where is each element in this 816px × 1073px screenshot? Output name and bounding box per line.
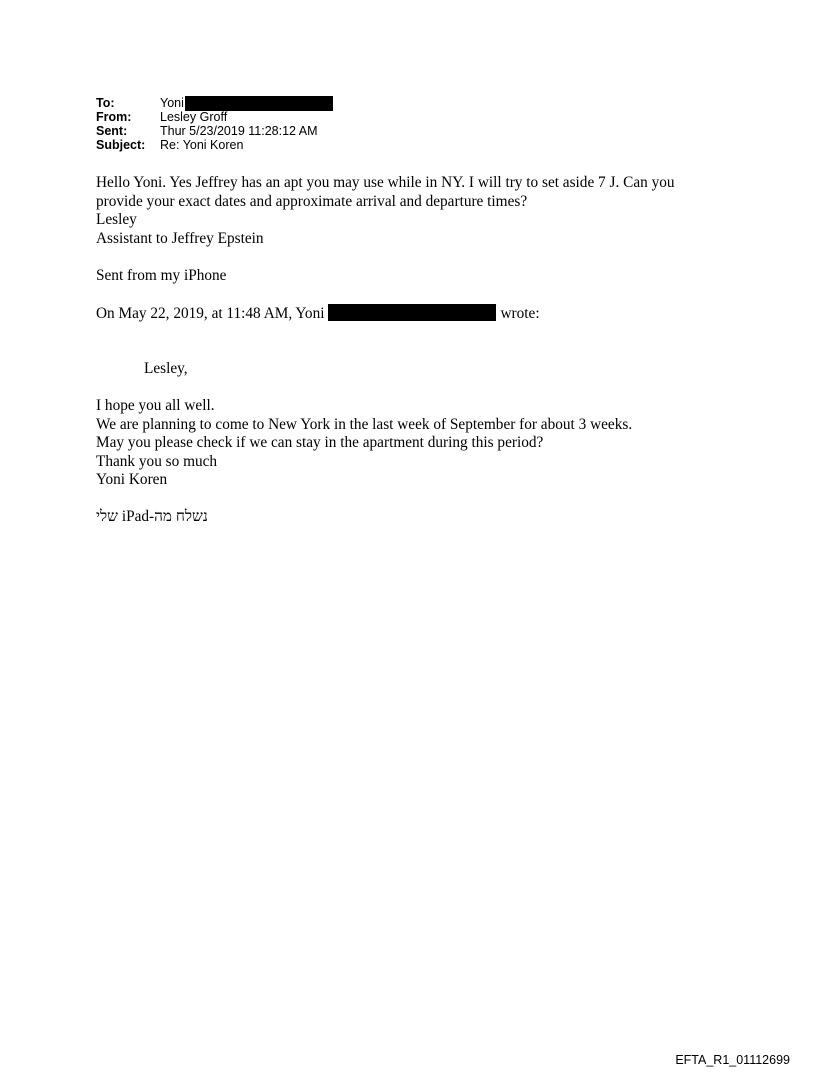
quote-intro-prefix: On May 22, 2019, at 11:48 AM, Yoni — [96, 304, 325, 322]
from-value: Lesley Groff — [160, 110, 228, 124]
document-id: EFTA_R1_01112699 — [675, 1053, 790, 1067]
quote-intro — [96, 304, 736, 324]
to-value — [160, 96, 333, 110]
quote-line: We are planning to come to New York in the last week of September for about 3 weeks. — [96, 415, 633, 433]
redaction-box — [328, 304, 496, 321]
quote-line: Yoni Koren — [96, 471, 168, 488]
signature-title: Assistant to Jeffrey Epstein — [96, 229, 264, 247]
to-name: Yoni — [160, 96, 184, 110]
sent-from-line: Sent from my iPhone — [96, 266, 227, 284]
email-body — [96, 174, 736, 527]
sent-value: Thur 5/23/2019 11:28:12 AM — [160, 124, 318, 138]
from-row — [96, 110, 333, 124]
redaction-box — [185, 96, 333, 111]
sent-row — [96, 124, 333, 138]
subject-value: Re: Yoni Koren — [160, 138, 244, 152]
to-label: To: — [96, 96, 115, 110]
quote-greeting: Lesley, — [144, 360, 188, 377]
quote-line: I hope you all well. — [96, 397, 215, 414]
quote-intro-suffix: wrote: — [500, 304, 540, 322]
quote-line: Thank you so much — [96, 452, 218, 470]
from-label: From: — [96, 110, 132, 124]
device-signature-text: נשלח מה-iPad שלי — [96, 508, 208, 525]
subject-label: Subject: — [96, 138, 146, 152]
reply-line: provide your exact dates and approximate arrival and departure times? — [96, 192, 528, 210]
quote-line: May you please check if we can stay in the apartment during this period? — [96, 434, 544, 451]
to-row — [96, 96, 333, 110]
signature-name: Lesley — [96, 211, 137, 228]
reply-line: Hello Yoni. Yes Jeffrey has an apt you may use while in NY. I will try to set aside 7 J. Can you — [96, 174, 675, 191]
email-header — [96, 96, 333, 152]
device-signature — [96, 508, 736, 527]
sent-label: Sent: — [96, 124, 128, 138]
subject-row — [96, 138, 333, 152]
